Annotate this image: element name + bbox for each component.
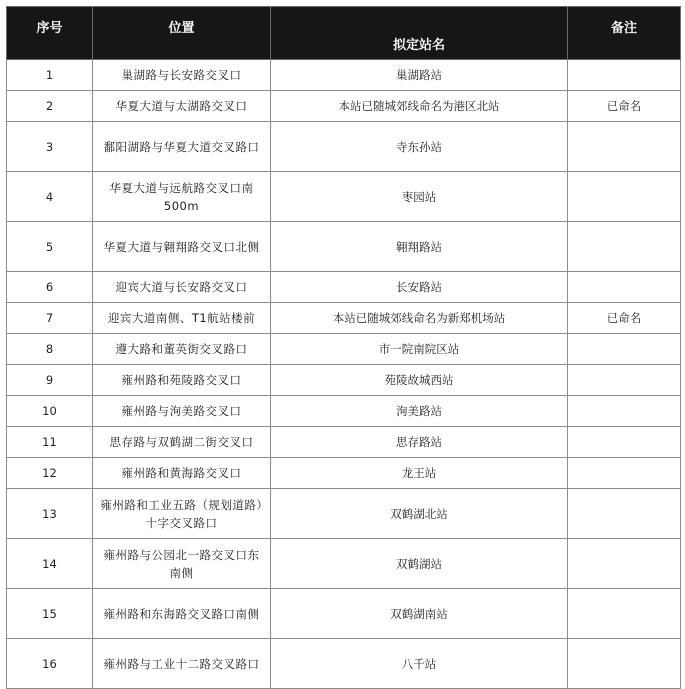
cell-station: 双鹤湖南站 (271, 589, 568, 639)
cell-remark (568, 172, 681, 222)
cell-remark (568, 60, 681, 91)
header-location: 位置 (93, 7, 271, 60)
cell-num: 2 (7, 91, 93, 122)
cell-remark (568, 396, 681, 427)
cell-num: 9 (7, 365, 93, 396)
table-row (7, 272, 681, 303)
cell-location: 雍州路和东海路交叉路口南侧 (93, 589, 271, 639)
cell-station: 本站已随城郊线命名为新郑机场站 (271, 303, 568, 334)
table-row (7, 222, 681, 272)
table-row (7, 396, 681, 427)
cell-num: 5 (7, 222, 93, 272)
table-row (7, 60, 681, 91)
cell-location: 雍州路和苑陵路交叉口 (93, 365, 271, 396)
table-row (7, 539, 681, 589)
table-row (7, 303, 681, 334)
cell-station: 巢湖路站 (271, 60, 568, 91)
cell-location: 鄱阳湖路与华夏大道交叉路口 (93, 122, 271, 172)
cell-location: 雍州路和工业五路（规划道路）十字交叉路口 (93, 489, 271, 539)
cell-remark (568, 427, 681, 458)
header-remark: 备注 (568, 7, 681, 60)
cell-remark (568, 458, 681, 489)
cell-remark (568, 539, 681, 589)
cell-location: 迎宾大道与长安路交叉口 (93, 272, 271, 303)
cell-num: 10 (7, 396, 93, 427)
cell-station: 本站已随城郊线命名为港区北站 (271, 91, 568, 122)
table-row (7, 458, 681, 489)
cell-remark (568, 589, 681, 639)
cell-location: 雍州路与工业十二路交叉路口 (93, 639, 271, 689)
cell-num: 8 (7, 334, 93, 365)
cell-num: 16 (7, 639, 93, 689)
cell-location: 雍州路和黄海路交叉口 (93, 458, 271, 489)
cell-location: 华夏大道与远航路交叉口南500m (93, 172, 271, 222)
cell-remark (568, 365, 681, 396)
cell-remark (568, 639, 681, 689)
cell-remark: 已命名 (568, 91, 681, 122)
table-row (7, 365, 681, 396)
cell-station: 翱翔路站 (271, 222, 568, 272)
table-row (7, 91, 681, 122)
cell-station: 市一院南院区站 (271, 334, 568, 365)
cell-remark (568, 122, 681, 172)
cell-station: 思存路站 (271, 427, 568, 458)
cell-location: 迎宾大道南侧、T1航站楼前 (93, 303, 271, 334)
cell-station: 双鹤湖站 (271, 539, 568, 589)
cell-num: 4 (7, 172, 93, 222)
cell-location: 雍州路与公园北一路交叉口东南侧 (93, 539, 271, 589)
cell-num: 7 (7, 303, 93, 334)
station-table (6, 6, 681, 689)
table-row (7, 489, 681, 539)
cell-location: 华夏大道与太湖路交叉口 (93, 91, 271, 122)
cell-location: 华夏大道与翱翔路交叉口北侧 (93, 222, 271, 272)
station-table-container (6, 6, 681, 689)
table-row (7, 427, 681, 458)
cell-remark: 已命名 (568, 303, 681, 334)
cell-num: 13 (7, 489, 93, 539)
table-header-row (7, 7, 681, 60)
header-num: 序号 (7, 7, 93, 60)
cell-location: 雍州路与洵美路交叉口 (93, 396, 271, 427)
cell-num: 12 (7, 458, 93, 489)
table-row (7, 589, 681, 639)
cell-num: 11 (7, 427, 93, 458)
cell-remark (568, 334, 681, 365)
cell-remark (568, 272, 681, 303)
cell-remark (568, 222, 681, 272)
cell-location: 思存路与双鹤湖二街交叉口 (93, 427, 271, 458)
cell-num: 6 (7, 272, 93, 303)
cell-station: 八千站 (271, 639, 568, 689)
table-row (7, 639, 681, 689)
header-station: 拟定站名 (271, 7, 568, 60)
cell-location: 遵大路和董英街交叉路口 (93, 334, 271, 365)
cell-num: 14 (7, 539, 93, 589)
cell-station: 寺东孙站 (271, 122, 568, 172)
table-row (7, 334, 681, 365)
cell-station: 枣园站 (271, 172, 568, 222)
cell-station: 长安路站 (271, 272, 568, 303)
table-row (7, 172, 681, 222)
cell-location: 巢湖路与长安路交叉口 (93, 60, 271, 91)
cell-station: 苑陵故城西站 (271, 365, 568, 396)
cell-num: 15 (7, 589, 93, 639)
cell-station: 龙王站 (271, 458, 568, 489)
cell-station: 双鹤湖北站 (271, 489, 568, 539)
table-row (7, 122, 681, 172)
cell-num: 1 (7, 60, 93, 91)
cell-remark (568, 489, 681, 539)
cell-station: 洵美路站 (271, 396, 568, 427)
cell-num: 3 (7, 122, 93, 172)
